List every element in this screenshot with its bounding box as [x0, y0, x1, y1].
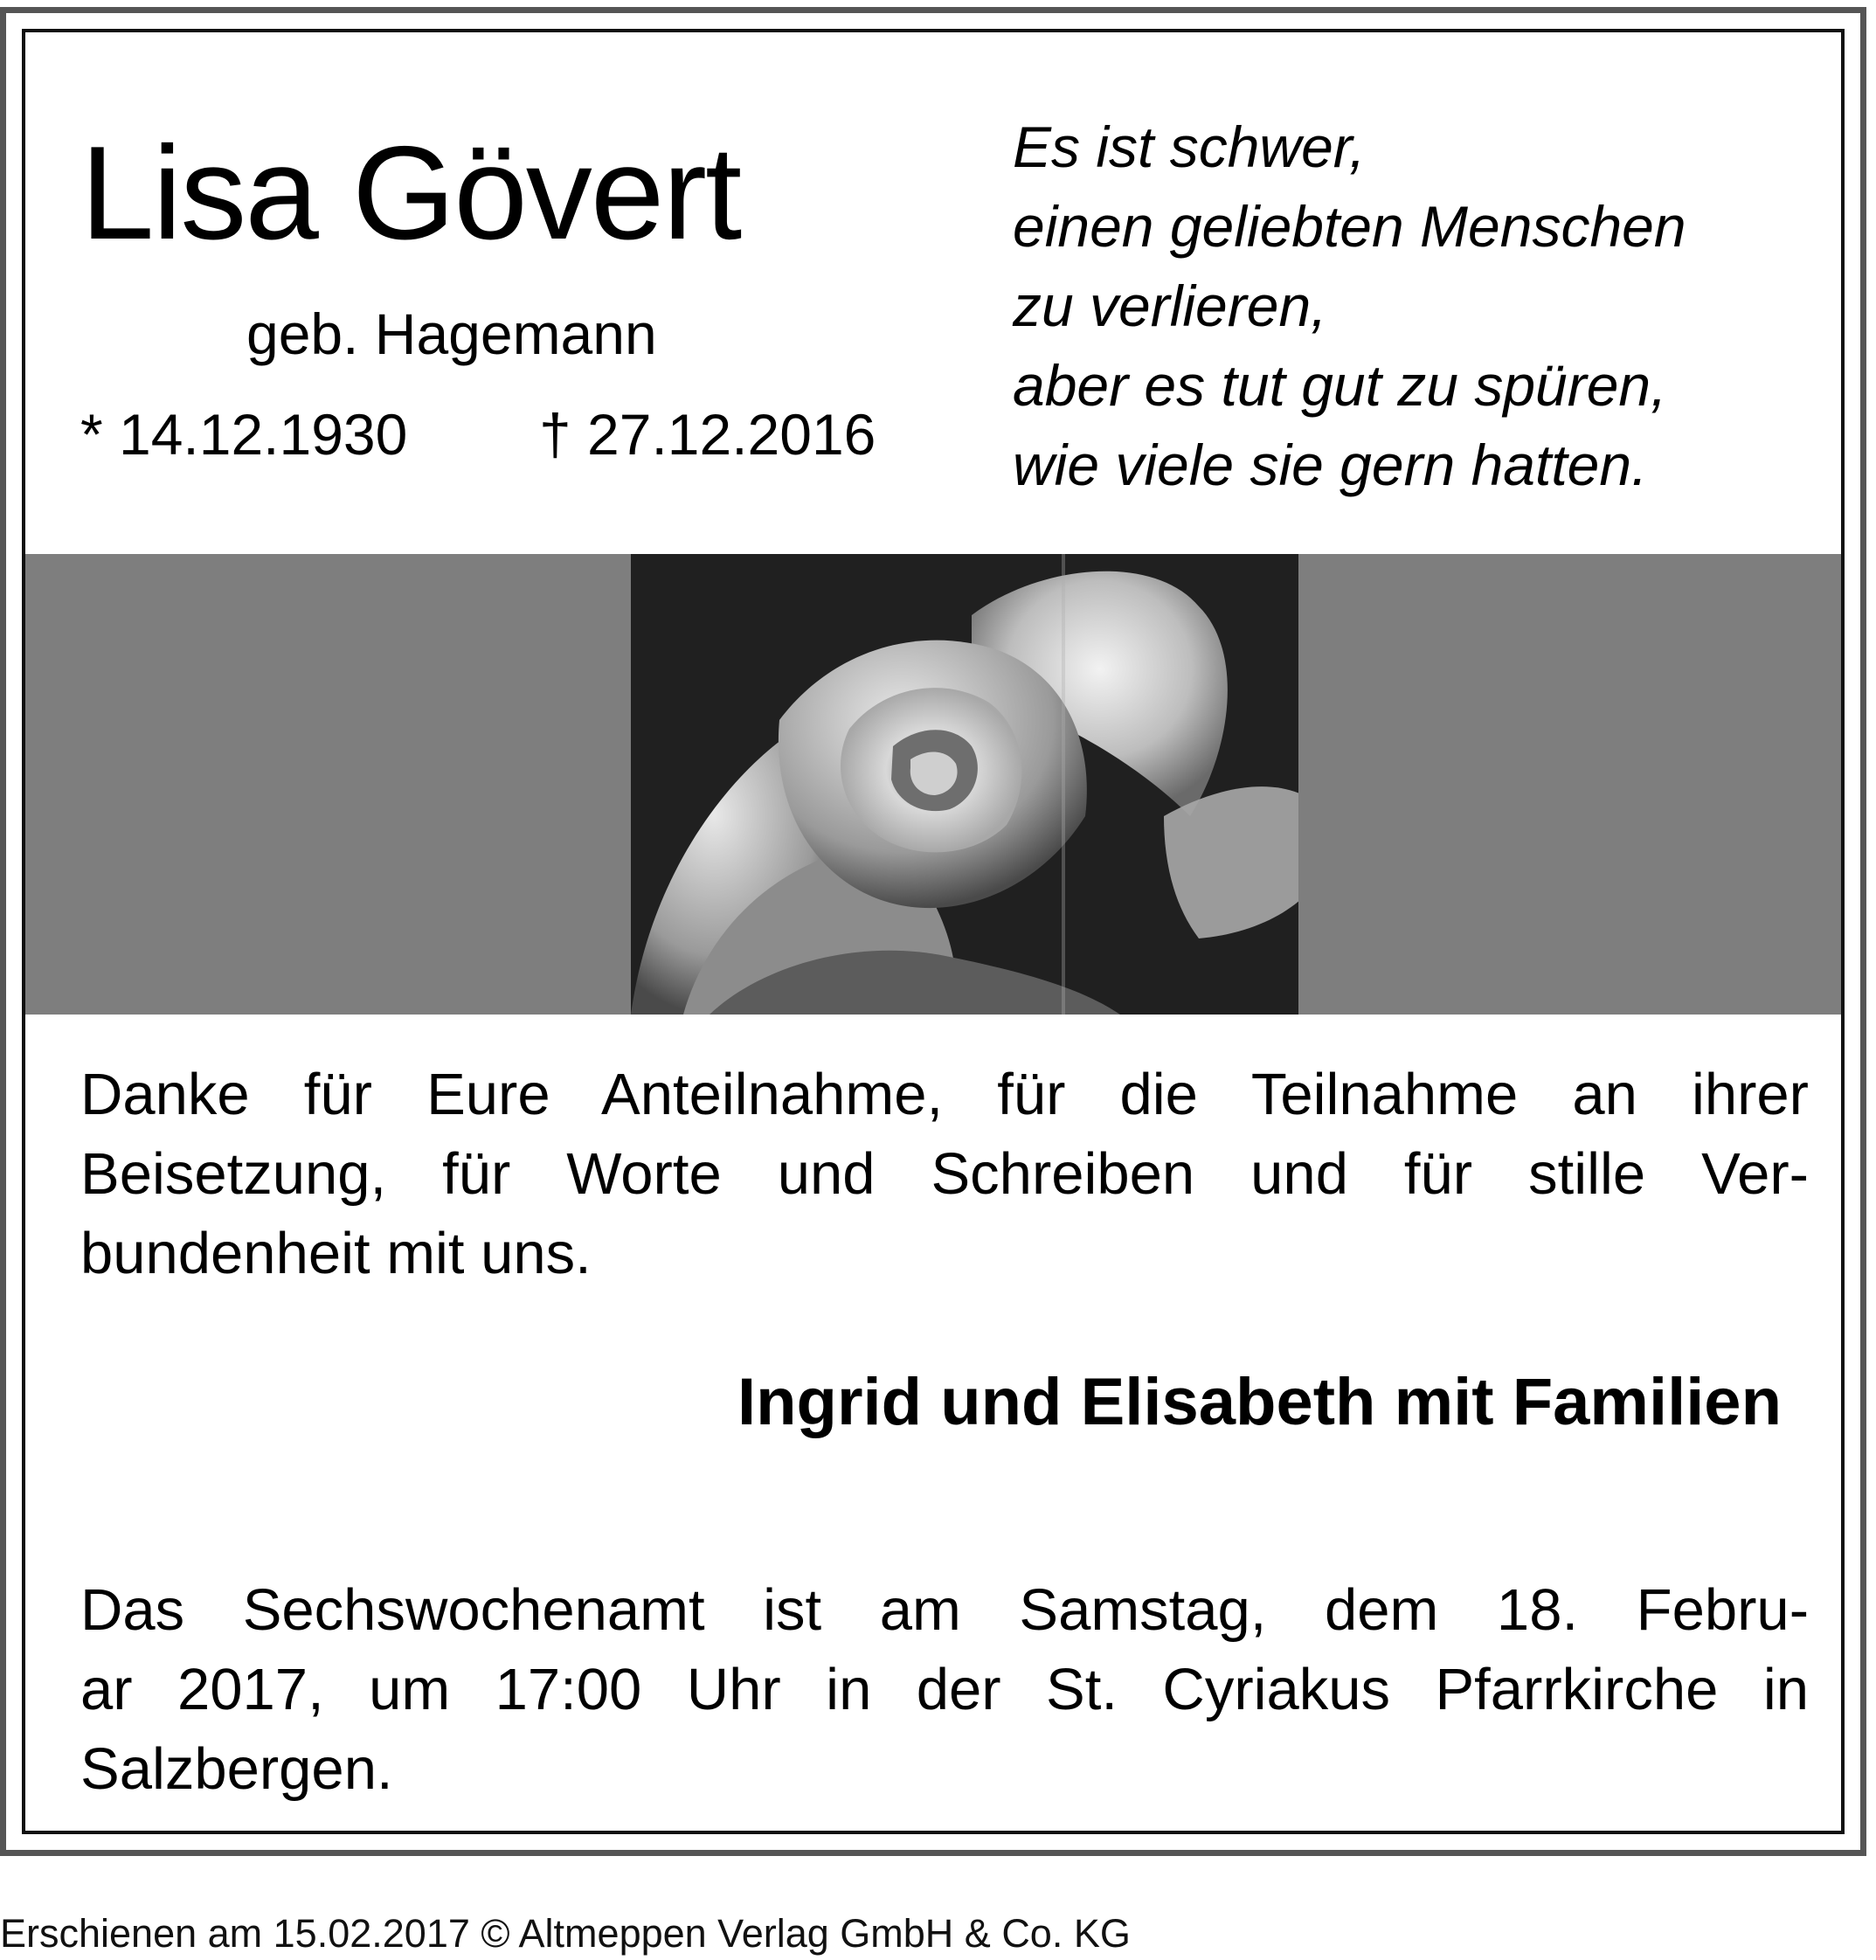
mass-line: Das Sechswochenamt ist am Samstag, dem 18. Febru- [80, 1577, 1809, 1643]
birth-date: * 14.12.1930 [80, 402, 408, 467]
deceased-name: Lisa Gövert [80, 119, 741, 267]
death-date: † 27.12.2016 [539, 402, 876, 467]
mass-line: ar 2017, um 17:00 Uhr in der St. Cyriakus Pfarrkirche in [80, 1657, 1809, 1722]
publication-footer: Erschienen am 15.02.2017 © Altmeppen Verlag GmbH & Co. KG [0, 1911, 1131, 1956]
thanks-line: bundenheit mit uns. [80, 1221, 592, 1286]
memorial-mass-text [80, 1570, 1809, 1809]
poem-line: wie viele sie gern hatten. [1013, 433, 1648, 497]
family-signature: Ingrid und Elisabeth mit Familien [737, 1365, 1782, 1439]
notice-outer-border [0, 7, 1866, 1856]
poem-line: aber es tut gut zu spüren, [1013, 353, 1667, 418]
poem-line: Es ist schwer, [1013, 114, 1366, 179]
poem-line: zu verlieren, [1013, 274, 1327, 338]
thanks-line: Danke für Eure Anteilnahme, für die Teilnahme an ihrer [80, 1062, 1809, 1127]
memorial-poem [1013, 107, 1686, 505]
photo-band [25, 554, 1841, 1015]
maiden-name: geb. Hagemann [246, 301, 657, 366]
rose-illustration [631, 554, 1298, 1015]
rose-photo [631, 554, 1298, 1015]
thanks-text [80, 1055, 1809, 1293]
mass-line: Salzbergen. [80, 1736, 393, 1802]
obituary-notice [22, 29, 1845, 1834]
thanks-line: Beisetzung, für Worte und Schreiben und für stille Ver- [80, 1141, 1809, 1207]
poem-line: einen geliebten Menschen [1013, 194, 1686, 259]
